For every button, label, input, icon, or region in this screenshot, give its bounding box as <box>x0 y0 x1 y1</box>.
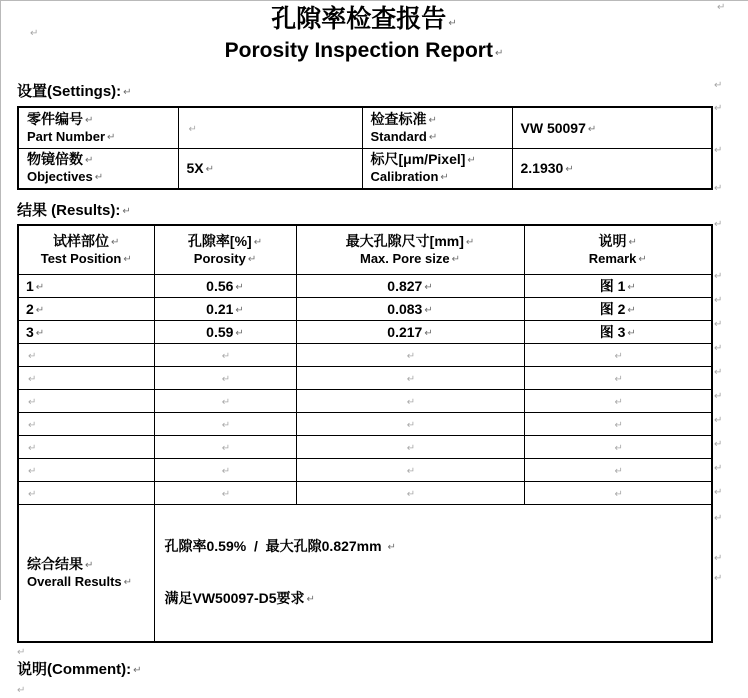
paragraph-mark: ↵ <box>448 18 457 29</box>
paragraph-mark: ↵ <box>221 419 231 431</box>
paragraph-mark: ↵ <box>221 373 231 385</box>
paragraph-mark: ↵ <box>638 253 647 265</box>
paragraph-mark: ↵ <box>406 373 416 385</box>
calibration-value: 2.1930 ↵ <box>512 148 712 189</box>
paragraph-mark: ↵ <box>85 155 94 167</box>
paragraph-mark: ↵ <box>406 488 416 500</box>
part-number-value <box>178 107 362 148</box>
row-end-mark: ↵ <box>714 80 723 91</box>
empty-paragraph <box>17 645 711 660</box>
paragraph-mark: ↵ <box>628 236 637 248</box>
row-end-mark: ↵ <box>714 513 723 524</box>
paragraph-mark: ↵ <box>94 172 104 184</box>
paragraph-mark: ↵ <box>614 465 623 477</box>
paragraph-mark: ↵ <box>253 236 263 248</box>
row-end-mark: ↵ <box>714 573 723 584</box>
empty-result-row <box>18 389 712 412</box>
paragraph-mark: ↵ <box>424 281 433 293</box>
paragraph-mark: ↵ <box>30 28 39 39</box>
results-header-row <box>18 225 712 274</box>
paragraph-mark: ↵ <box>85 559 94 571</box>
row-end-mark: ↵ <box>714 463 723 474</box>
col-max-pore-size: 最大孔隙尺寸[mm] ↵ Max. Pore size ↵ <box>296 225 524 274</box>
settings-row-2 <box>18 148 712 189</box>
paragraph-mark: ↵ <box>235 327 244 339</box>
paragraph-mark: ↵ <box>406 419 416 431</box>
paragraph-mark: ↵ <box>28 396 37 408</box>
paragraph-mark: ↵ <box>494 48 504 59</box>
overall-results-value: 孔隙率0.59% / 最大孔隙0.827mm ↵ 满足VW50097-D5要求 ↵ <box>154 504 712 642</box>
col-porosity: 孔隙率[%] ↵ Porosity ↵ <box>154 225 296 274</box>
row-end-mark: ↵ <box>714 487 723 498</box>
paragraph-mark: ↵ <box>35 327 45 339</box>
paragraph-mark: ↵ <box>28 488 37 500</box>
empty-result-row <box>18 435 712 458</box>
row-end-mark: ↵ <box>714 343 723 354</box>
settings-table <box>17 106 713 190</box>
part-number-label: 零件编号 ↵ Part Number ↵ <box>18 107 178 148</box>
line-break-mark: ↵ <box>387 541 396 553</box>
settings-row-1 <box>18 107 712 148</box>
paragraph-mark: ↵ <box>465 236 475 248</box>
paragraph-mark: ↵ <box>406 350 416 362</box>
paragraph-mark: ↵ <box>188 123 197 135</box>
paragraph-mark: ↵ <box>17 684 26 696</box>
paragraph-mark: ↵ <box>235 281 244 293</box>
paragraph-mark: ↵ <box>123 87 132 98</box>
row-end-mark: ↵ <box>714 103 723 114</box>
results-heading: 结果 (Results): ↵ <box>17 202 131 219</box>
paragraph-mark: ↵ <box>587 123 597 135</box>
standard-value: VW 50097 ↵ <box>512 107 712 148</box>
paragraph-mark: ↵ <box>627 304 636 316</box>
paragraph-mark: ↵ <box>235 304 244 316</box>
paragraph-mark: ↵ <box>107 131 116 143</box>
paragraph-mark: ↵ <box>406 442 416 454</box>
paragraph-mark: ↵ <box>627 281 636 293</box>
empty-result-row <box>18 412 712 435</box>
paragraph-mark: ↵ <box>440 172 449 184</box>
empty-result-row <box>18 366 712 389</box>
empty-result-row <box>18 343 712 366</box>
result-row-3: 3 ↵ 0.59 ↵ 0.217 ↵ 图 3 ↵ <box>18 320 712 343</box>
paragraph-mark: ↵ <box>221 488 231 500</box>
paragraph-mark: ↵ <box>565 164 574 176</box>
paragraph-mark: ↵ <box>85 114 94 126</box>
paragraph-mark: ↵ <box>122 206 131 217</box>
paragraph-mark: ↵ <box>614 350 623 362</box>
row-end-mark: ↵ <box>714 367 723 378</box>
paragraph-mark: ↵ <box>614 419 623 431</box>
standard-label: 检查标准 ↵ Standard ↵ <box>362 107 512 148</box>
paragraph-mark: ↵ <box>428 114 437 126</box>
col-remark: 说明 ↵ Remark ↵ <box>524 225 712 274</box>
row-end-mark: ↵ <box>717 2 726 13</box>
paragraph-mark: ↵ <box>35 281 45 293</box>
result-row-2: 2 ↵ 0.21 ↵ 0.083 ↵ 图 2 ↵ <box>18 297 712 320</box>
overall-results-label: 综合结果 ↵ Overall Results ↵ <box>18 504 154 642</box>
calibration-label: 标尺[μm/Pixel] ↵ Calibration ↵ <box>362 148 512 189</box>
row-end-mark: ↵ <box>714 319 723 330</box>
paragraph-mark: ↵ <box>247 253 257 265</box>
row-end-mark: ↵ <box>714 145 723 156</box>
paragraph-mark: ↵ <box>614 442 623 454</box>
paragraph-mark: ↵ <box>424 304 433 316</box>
paragraph-mark: ↵ <box>17 646 26 658</box>
paragraph-mark: ↵ <box>123 253 132 265</box>
report-title-en: Porosity Inspection Report ↵ <box>224 39 504 62</box>
paragraph-mark: ↵ <box>221 350 231 362</box>
paragraph-mark: ↵ <box>627 327 636 339</box>
row-end-mark: ↵ <box>714 295 723 306</box>
paragraph-mark: ↵ <box>451 253 460 265</box>
objectives-value: 5X ↵ <box>178 148 362 189</box>
overall-results-row <box>18 504 712 642</box>
row-end-mark: ↵ <box>714 183 723 194</box>
row-end-mark: ↵ <box>714 553 723 564</box>
paragraph-mark: ↵ <box>406 465 416 477</box>
empty-result-row <box>18 481 712 504</box>
paragraph-mark: ↵ <box>28 442 37 454</box>
result-row-1: 1 ↵ 0.56 ↵ 0.827 ↵ 图 1 ↵ <box>18 274 712 297</box>
paragraph-mark: ↵ <box>424 327 433 339</box>
paragraph-mark: ↵ <box>28 465 37 477</box>
row-end-mark: ↵ <box>714 271 723 282</box>
report-title-cn: 孔隙率检查报告 ↵ <box>271 6 457 33</box>
results-table <box>17 224 713 643</box>
empty-paragraph <box>17 683 711 698</box>
paragraph-mark: ↵ <box>221 396 231 408</box>
paragraph-mark: ↵ <box>28 419 37 431</box>
paragraph-mark: ↵ <box>614 373 623 385</box>
paragraph-mark: ↵ <box>28 350 37 362</box>
empty-result-row <box>18 458 712 481</box>
paragraph-mark: ↵ <box>123 576 133 588</box>
paragraph-mark: ↵ <box>35 304 45 316</box>
paragraph-mark: ↵ <box>306 593 315 605</box>
paragraph-mark: ↵ <box>428 131 438 143</box>
comment-heading: 说明(Comment): ↵ <box>17 660 142 678</box>
paragraph-mark: ↵ <box>614 488 623 500</box>
row-end-mark: ↵ <box>714 439 723 450</box>
row-end-mark: ↵ <box>714 391 723 402</box>
paragraph-mark: ↵ <box>221 442 231 454</box>
row-end-mark: ↵ <box>714 219 723 230</box>
row-end-mark: ↵ <box>714 415 723 426</box>
paragraph-mark: ↵ <box>28 373 37 385</box>
paragraph-mark: ↵ <box>133 664 142 676</box>
paragraph-mark: ↵ <box>467 155 476 167</box>
paragraph-mark: ↵ <box>614 396 623 408</box>
objectives-label: 物镜倍数 ↵ Objectives ↵ <box>18 148 178 189</box>
paragraph-mark: ↵ <box>221 465 231 477</box>
paragraph-mark: ↵ <box>406 396 416 408</box>
settings-heading: 设置(Settings): ↵ <box>17 83 132 100</box>
paragraph-mark: ↵ <box>111 236 120 248</box>
paragraph-mark: ↵ <box>205 164 215 176</box>
col-test-position: 试样部位 ↵ Test Position ↵ <box>18 225 154 274</box>
